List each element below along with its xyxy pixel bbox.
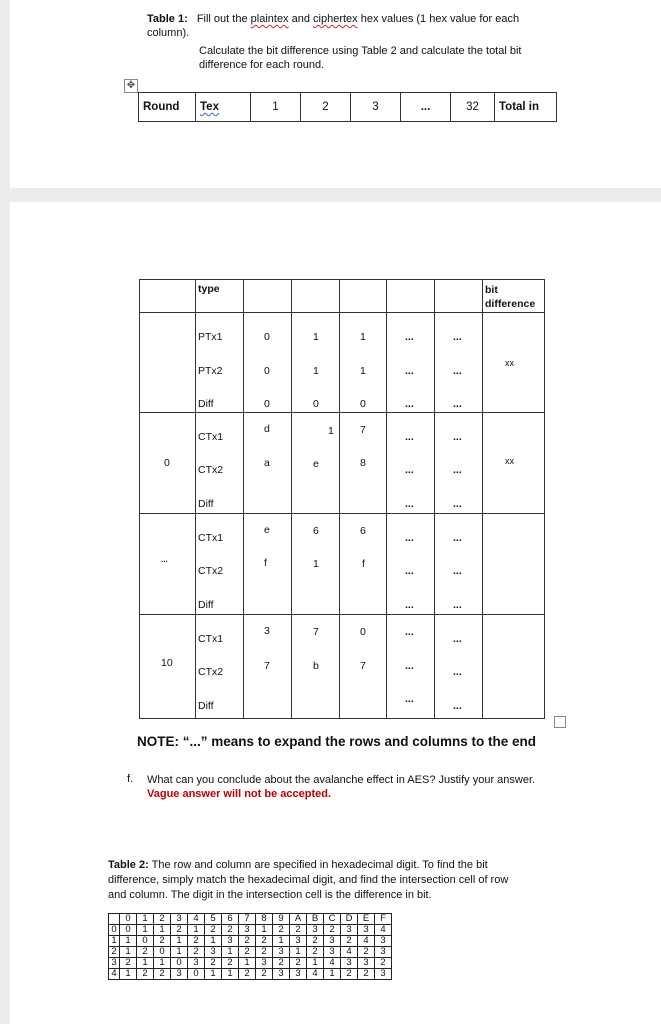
- table2-col-header: A: [290, 914, 307, 925]
- table2-col-header: D: [341, 914, 358, 925]
- hex-value: 3: [264, 625, 270, 637]
- table2-cell: 2: [375, 958, 392, 969]
- table2-cell: 2: [171, 925, 188, 936]
- table1-label: Table 1:: [147, 13, 188, 25]
- table2-cell: 1: [188, 925, 205, 936]
- table2-bit-difference: [108, 913, 392, 980]
- table2-cell: 1: [120, 936, 137, 947]
- round-cell: [140, 413, 196, 514]
- round-number: 10: [161, 657, 173, 669]
- table2-cell: 1: [171, 947, 188, 958]
- round-number: ...: [161, 555, 168, 564]
- table2-cell: 2: [205, 925, 222, 936]
- table2-cell: 3: [290, 936, 307, 947]
- caption-line: The row and column are specified in hexadecimal digit. To find the bit: [148, 859, 488, 871]
- instruction-text: and: [288, 13, 314, 25]
- instruction-text: Calculate the bit difference using Table 2 and calculate the total bit: [199, 45, 522, 57]
- spellcheck-word: ciphertex: [313, 13, 358, 25]
- bitdiff-header-2: difference: [485, 298, 536, 310]
- table2-row: [109, 947, 392, 958]
- question-text: What can you conclude about the avalanche effect in AES? Justify your answer.: [147, 774, 536, 786]
- hex-value: 7: [360, 660, 366, 672]
- dots-cell: [387, 313, 435, 413]
- hex-value: 1: [313, 331, 319, 343]
- table2-cell: 2: [222, 958, 239, 969]
- table2-cell: 1: [154, 925, 171, 936]
- table1-body: [139, 279, 545, 719]
- caption-line: difference, simply match the hexadecimal digit, and find the intersection cell of row: [108, 874, 509, 886]
- row-type: Diff: [198, 498, 214, 510]
- hex-value: 1: [360, 331, 366, 343]
- hex-value: 1: [313, 365, 319, 377]
- dots: ...: [453, 599, 462, 611]
- dots: ...: [405, 464, 414, 476]
- hex-value: f: [362, 558, 365, 570]
- table2-cell: 2: [154, 969, 171, 980]
- cell-empty: [140, 280, 196, 313]
- table2-cell: 0: [188, 969, 205, 980]
- header-total: Total in: [495, 93, 557, 122]
- table2-cell: 1: [120, 969, 137, 980]
- table2-cell: 3: [307, 925, 324, 936]
- cell-type-header: [196, 280, 244, 313]
- dots: ...: [405, 365, 414, 377]
- dots-cell: [387, 413, 435, 514]
- row-type: PTx1: [198, 331, 223, 343]
- question-warning: Vague answer will not be accepted.: [147, 788, 332, 800]
- dots: ...: [405, 498, 414, 510]
- header-round: Round: [139, 93, 196, 122]
- table2-caption: [108, 858, 568, 903]
- value-cell: [340, 413, 387, 514]
- document-page-1: [10, 0, 661, 188]
- instruction-text: column).: [147, 27, 190, 39]
- dots: ...: [453, 365, 462, 377]
- round-number: 0: [164, 457, 170, 469]
- document-page-2: [10, 202, 661, 1024]
- table2-cell: 2: [137, 969, 154, 980]
- header-col-dots: ...: [401, 93, 451, 122]
- table2-header-row: [109, 914, 392, 925]
- dots: ...: [453, 666, 462, 678]
- hex-value: 0: [360, 626, 366, 638]
- table2-label: Table 2:: [108, 859, 149, 871]
- instruction-text: difference for each round.: [199, 59, 325, 71]
- type-cell: [196, 514, 244, 615]
- hex-value: 0: [264, 365, 270, 377]
- table2-cell: 0: [154, 947, 171, 958]
- table2-row-header: 4: [109, 969, 120, 980]
- table2-cell: 2: [290, 925, 307, 936]
- table2-cell: 2: [341, 936, 358, 947]
- table2-row: [109, 925, 392, 936]
- cell-empty: [340, 280, 387, 313]
- value-cell: [292, 615, 340, 719]
- dots: ...: [453, 331, 462, 343]
- table2-cell: 2: [358, 947, 375, 958]
- bitdiff-value: xx: [505, 358, 514, 368]
- hex-value: 1: [328, 425, 334, 437]
- table2-cell: 2: [239, 947, 256, 958]
- table2-cell: 1: [324, 969, 341, 980]
- table2-cell: 2: [324, 925, 341, 936]
- bitdiff-cell: [483, 313, 545, 413]
- value-cell: [340, 313, 387, 413]
- table2-col-header: 3: [171, 914, 188, 925]
- value-cell: [244, 615, 292, 719]
- instruction-text: Fill out the: [196, 13, 251, 25]
- table2-cell: 3: [341, 958, 358, 969]
- dots: ...: [453, 532, 462, 544]
- table2-col-header: 5: [205, 914, 222, 925]
- table2-cell: 2: [273, 958, 290, 969]
- hex-value: e: [313, 458, 319, 470]
- dots-cell: [435, 615, 483, 719]
- dots: ...: [405, 693, 414, 705]
- cell-empty: [292, 280, 340, 313]
- table2-cell: 3: [273, 947, 290, 958]
- table2-cell: 0: [137, 936, 154, 947]
- table2-cell: 0: [120, 925, 137, 936]
- table2-cell: 1: [137, 925, 154, 936]
- bitdiff-cell: [483, 514, 545, 615]
- table2-cell: 2: [239, 969, 256, 980]
- cell-empty: [387, 280, 435, 313]
- table2-cell: 1: [273, 936, 290, 947]
- hex-value: 6: [360, 525, 366, 537]
- value-cell: [244, 313, 292, 413]
- table2-row: [109, 936, 392, 947]
- table-resize-handle[interactable]: [554, 716, 566, 728]
- table2-cell: 2: [205, 958, 222, 969]
- dots: ...: [405, 660, 414, 672]
- value-cell: [340, 615, 387, 719]
- value-cell: [292, 413, 340, 514]
- hex-value: 1: [360, 365, 366, 377]
- round-cell: [140, 514, 196, 615]
- table2-cell: 2: [273, 925, 290, 936]
- dots-cell: [435, 413, 483, 514]
- table2-cell: 1: [154, 958, 171, 969]
- table2-cell: 3: [171, 969, 188, 980]
- bitdiff-header-1: bit: [485, 284, 498, 296]
- table2-cell: 2: [256, 936, 273, 947]
- dots: ...: [453, 700, 462, 712]
- table2-cell: 3: [188, 958, 205, 969]
- hex-value: b: [313, 660, 319, 672]
- dots: ...: [405, 532, 414, 544]
- table2-cell: 2: [188, 936, 205, 947]
- dots: ...: [453, 498, 462, 510]
- hex-value: d: [264, 423, 270, 435]
- table2-cell: 3: [375, 936, 392, 947]
- dots: ...: [453, 565, 462, 577]
- hex-value: 7: [264, 660, 270, 672]
- table2-cell: 3: [341, 925, 358, 936]
- table2-row: [109, 958, 392, 969]
- hex-value: 8: [360, 457, 366, 469]
- table2-cell: 2: [239, 936, 256, 947]
- instruction-text: hex values (1 hex value for each: [357, 13, 520, 25]
- dots: ...: [453, 464, 462, 476]
- table2-cell: 3: [222, 936, 239, 947]
- question-block: [147, 773, 617, 801]
- dots: ...: [453, 633, 462, 645]
- hex-value: 0: [264, 331, 270, 343]
- table1-instructions-2: [199, 44, 579, 72]
- dots: ...: [405, 398, 414, 410]
- table2-cell: 2: [256, 947, 273, 958]
- table2-cell: 1: [307, 958, 324, 969]
- hex-value: 7: [313, 626, 319, 638]
- table2-cell: 3: [290, 969, 307, 980]
- table2-col-header: C: [324, 914, 341, 925]
- row-type: CTx2: [198, 666, 224, 678]
- table2-col-header: 2: [154, 914, 171, 925]
- table2-cell: 2: [154, 936, 171, 947]
- table2-cell: 3: [205, 947, 222, 958]
- table2-col-header: 8: [256, 914, 273, 925]
- table2-cell: 2: [290, 958, 307, 969]
- value-cell: [292, 514, 340, 615]
- table2-cell: 4: [375, 925, 392, 936]
- table2-cell: 1: [222, 969, 239, 980]
- dots: ...: [453, 431, 462, 443]
- header-col-3: 3: [351, 93, 401, 122]
- cell-empty: [244, 280, 292, 313]
- table2-cell: 2: [307, 947, 324, 958]
- table2-col-header: [109, 914, 120, 925]
- table2-cell: 1: [222, 947, 239, 958]
- cell-empty: [435, 280, 483, 313]
- header-text-label: Tex: [200, 101, 219, 113]
- table2-row-header: 0: [109, 925, 120, 936]
- table2-cell: 3: [256, 958, 273, 969]
- dots: ...: [453, 398, 462, 410]
- table2-cell: 0: [171, 958, 188, 969]
- bitdiff-cell: [483, 615, 545, 719]
- table2-col-header: E: [358, 914, 375, 925]
- table2-cell: 2: [358, 969, 375, 980]
- table1-instructions: [147, 12, 567, 40]
- table2-row-header: 1: [109, 936, 120, 947]
- table2-col-header: B: [307, 914, 324, 925]
- table2-row-header: 3: [109, 958, 120, 969]
- value-cell: [340, 514, 387, 615]
- dots: ...: [405, 331, 414, 343]
- row-type: CTx1: [198, 532, 224, 544]
- hex-value: 0: [313, 398, 319, 410]
- table2-cell: 4: [341, 947, 358, 958]
- row-type: Diff: [198, 700, 214, 712]
- hex-value: 1: [313, 558, 319, 570]
- table1-header: [138, 92, 557, 122]
- table2-cell: 2: [256, 969, 273, 980]
- table2-cell: 3: [239, 925, 256, 936]
- type-header: type: [198, 283, 220, 295]
- header-col-1: 1: [251, 93, 301, 122]
- table2-cell: 1: [171, 936, 188, 947]
- hex-value: 6: [313, 525, 319, 537]
- bitdiff-cell: [483, 413, 545, 514]
- table2-cell: 2: [137, 947, 154, 958]
- hex-value: f: [264, 557, 267, 569]
- cell-bitdiff-header: [483, 280, 545, 313]
- round-cell: [140, 313, 196, 413]
- row-type: CTx2: [198, 464, 224, 476]
- row-type: PTx2: [198, 365, 223, 377]
- table2-cell: 4: [324, 958, 341, 969]
- value-cell: [244, 413, 292, 514]
- table2-cell: 1: [120, 947, 137, 958]
- type-cell: [196, 413, 244, 514]
- hex-value: 0: [264, 398, 270, 410]
- table2-cell: 4: [358, 936, 375, 947]
- table2-cell: 2: [307, 936, 324, 947]
- question-label: f.: [127, 773, 134, 785]
- move-handle-icon[interactable]: ✥: [124, 79, 138, 93]
- table2-cell: 1: [256, 925, 273, 936]
- table2-cell: 3: [375, 969, 392, 980]
- hex-value: a: [264, 457, 270, 469]
- table2-cell: 1: [137, 958, 154, 969]
- table2-cell: 3: [273, 969, 290, 980]
- hex-value: e: [264, 524, 270, 536]
- table2-row-header: 2: [109, 947, 120, 958]
- table2-col-header: 1: [137, 914, 154, 925]
- table2-col-header: F: [375, 914, 392, 925]
- table2-cell: 1: [290, 947, 307, 958]
- row-type: Diff: [198, 599, 214, 611]
- row-type: CTx1: [198, 633, 224, 645]
- table2-cell: 3: [324, 947, 341, 958]
- dots-cell: [387, 514, 435, 615]
- table2-col-header: 6: [222, 914, 239, 925]
- table2-col-header: 7: [239, 914, 256, 925]
- table2-cell: 1: [205, 969, 222, 980]
- note-text: NOTE: “...” means to expand the rows and columns to the end: [137, 734, 537, 749]
- table2-cell: 3: [358, 925, 375, 936]
- table2-col-header: 9: [273, 914, 290, 925]
- row-type: CTx1: [198, 431, 224, 443]
- header-col-32: 32: [451, 93, 495, 122]
- table2-row: [109, 969, 392, 980]
- row-type: Diff: [198, 398, 214, 410]
- caption-line: and column. The digit in the intersection cell is the difference in bit.: [108, 889, 432, 901]
- table2-cell: 2: [341, 969, 358, 980]
- hex-value: 7: [360, 424, 366, 436]
- table2-cell: 2: [188, 947, 205, 958]
- spellcheck-word: plaintex: [250, 13, 289, 25]
- value-cell: [292, 313, 340, 413]
- hex-value: 0: [360, 398, 366, 410]
- table2-cell: 4: [307, 969, 324, 980]
- table2-cell: 3: [375, 947, 392, 958]
- dots: ...: [405, 565, 414, 577]
- round-cell: [140, 615, 196, 719]
- dots: ...: [405, 431, 414, 443]
- table2-cell: 3: [358, 958, 375, 969]
- bitdiff-value: xx: [505, 456, 514, 466]
- header-text: [196, 93, 251, 122]
- table2-cell: 1: [205, 936, 222, 947]
- table2-cell: 3: [324, 936, 341, 947]
- type-cell: [196, 615, 244, 719]
- type-cell: [196, 313, 244, 413]
- row-type: CTx2: [198, 565, 224, 577]
- table2-cell: 1: [239, 958, 256, 969]
- dots-cell: [435, 313, 483, 413]
- dots: ...: [405, 626, 414, 638]
- value-cell: [244, 514, 292, 615]
- table2-cell: 2: [222, 925, 239, 936]
- bitdiff-header: [485, 283, 535, 311]
- dots-cell: [435, 514, 483, 615]
- header-col-2: 2: [301, 93, 351, 122]
- dots: ...: [405, 599, 414, 611]
- table2-col-header: 4: [188, 914, 205, 925]
- table2-col-header: 0: [120, 914, 137, 925]
- dots-cell: [387, 615, 435, 719]
- table2-cell: 2: [120, 958, 137, 969]
